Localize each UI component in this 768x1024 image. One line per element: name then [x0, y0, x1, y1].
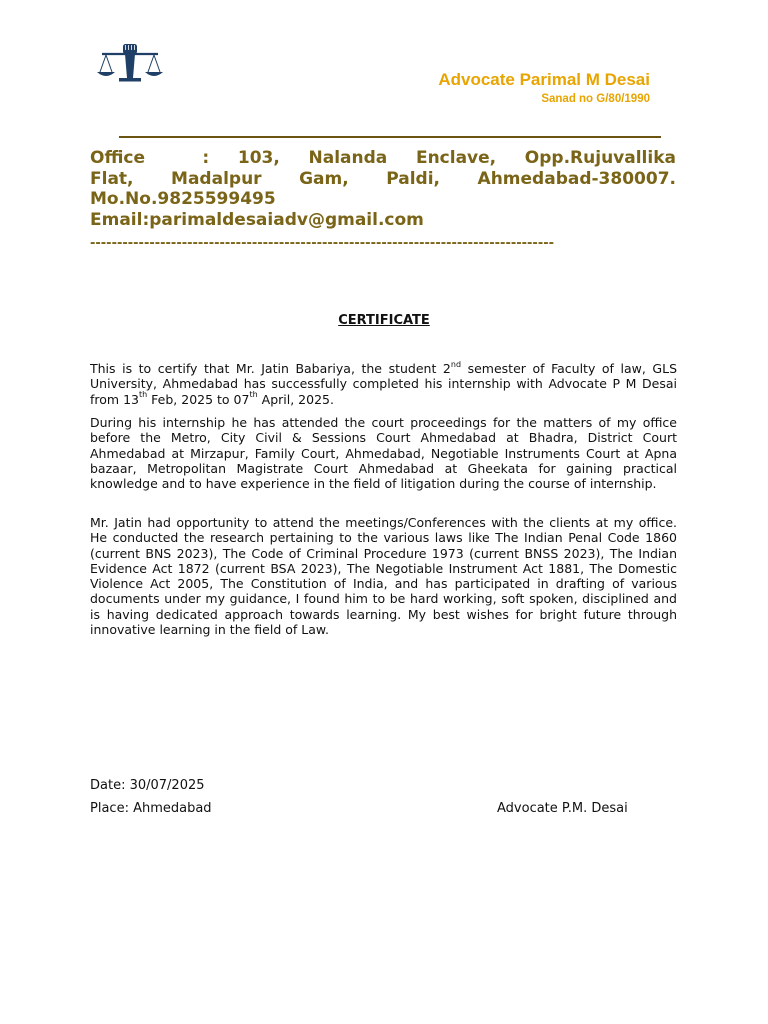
advocate-name: Advocate Parimal M Desai	[438, 70, 650, 89]
signatory-name: Advocate P.M. Desai	[497, 801, 628, 816]
certificate-date: Date: 30/07/2025	[90, 778, 205, 793]
p1-text-c: Feb, 2025 to 07	[147, 391, 250, 407]
p1-sup-1: nd	[450, 359, 462, 369]
p1-sup-2: th	[138, 390, 148, 400]
sanad-number: Sanad no G/80/1990	[541, 93, 650, 105]
paragraph-2: During his internship he has attended the court proceedings for the matters of my office before the Metro, City Civil & Sessions Court Ahmedabad at Bhadra, District Court Ahmedabad at Mirzapur, Family Court, Ahmedabad, Negotiable Instruments Court at Apna bazaar, Metropolitan Magistrate Court Ahmedabad at Gheekata for gaining practical knowledge and to have experience in the field of litigation during the course of internship.	[90, 415, 677, 492]
dashed-separator: --------------------------------------------------------------------------------------	[90, 236, 555, 251]
p1-text-a: This is to certify that Mr. Jatin Babariya, the student 2	[90, 361, 451, 376]
email-address: Email:parimaldesaiadv@gmail.com	[90, 210, 424, 230]
certificate-title: CERTIFICATE	[338, 313, 430, 328]
office-line-1: Office : 103, Nalanda Enclave, Opp.Rujuvallika	[90, 148, 676, 168]
paragraph-1	[90, 361, 677, 407]
office-address	[90, 148, 676, 210]
p1-text-d: April, 2025.	[257, 391, 334, 407]
p1-sup-3: th	[249, 390, 258, 400]
certificate-place: Place: Ahmedabad	[90, 801, 212, 816]
p1-text-b: semester of Faculty of law, GLS University, Ahmedabad has successfully completed his internship with Advocate P M Desai from 13	[90, 361, 678, 407]
scales-of-justice-logo-icon	[94, 40, 166, 88]
header-rule	[119, 136, 661, 138]
paragraph-3: Mr. Jatin had opportunity to attend the meetings/Conferences with the clients at my office. He conducted the research pertaining to the various laws like The Indian Penal Code 1860 (current BNS 2023), The Code of Criminal Procedure 1973 (current BNSS 2023), The Indian Evidence Act 1872 (current BSA 2023), The Negotiable Instrument Act 1881, The Domestic Violence Act 2005, The Constitution of India, and has participated in drafting of various documents under my guidance, I found him to be hard working, soft spoken, disciplined and is having dedicated approach towards learning. My best wishes for bright future through innovative learning in the field of Law.	[90, 515, 677, 638]
office-line-2: Flat, Madalpur Gam, Paldi, Ahmedabad-380007.	[90, 168, 676, 189]
mobile-number: Mo.No.9825599495	[90, 189, 276, 209]
